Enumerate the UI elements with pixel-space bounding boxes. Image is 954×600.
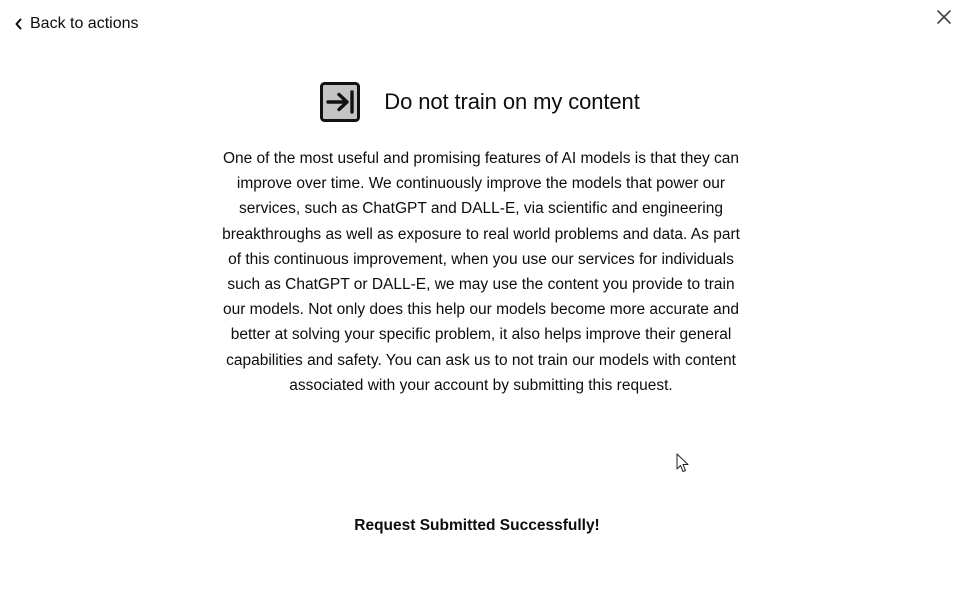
back-link-label: Back to actions: [30, 15, 139, 32]
dialog-header: [0, 82, 954, 122]
chevron-left-icon: [14, 17, 24, 31]
close-icon: [936, 9, 952, 30]
status-message: Request Submitted Successfully!: [354, 517, 600, 534]
mouse-pointer-icon: [676, 453, 690, 473]
arrow-right-box-icon: [320, 82, 360, 122]
page-title: Do not train on my content: [384, 89, 640, 114]
close-button[interactable]: [934, 9, 954, 29]
back-to-actions-link[interactable]: [14, 13, 139, 35]
description-text: One of the most useful and promising features of AI models is that they can improve over time. We continuously improve the models that power our services, such as ChatGPT and DALL-E, via scientific and engineering breakthroughs as well as exposure to real world problems and data. As part of this continuous improvement, when you use our services for individuals such as ChatGPT or DALL-E, we may use the content you provide to train our models. Not only does this help our models become more accurate and better at solving your specific problem, it also helps improve their general capabilities and safety. You can ask us to not train our models with content associated with your account by submitting this request.: [222, 150, 740, 394]
